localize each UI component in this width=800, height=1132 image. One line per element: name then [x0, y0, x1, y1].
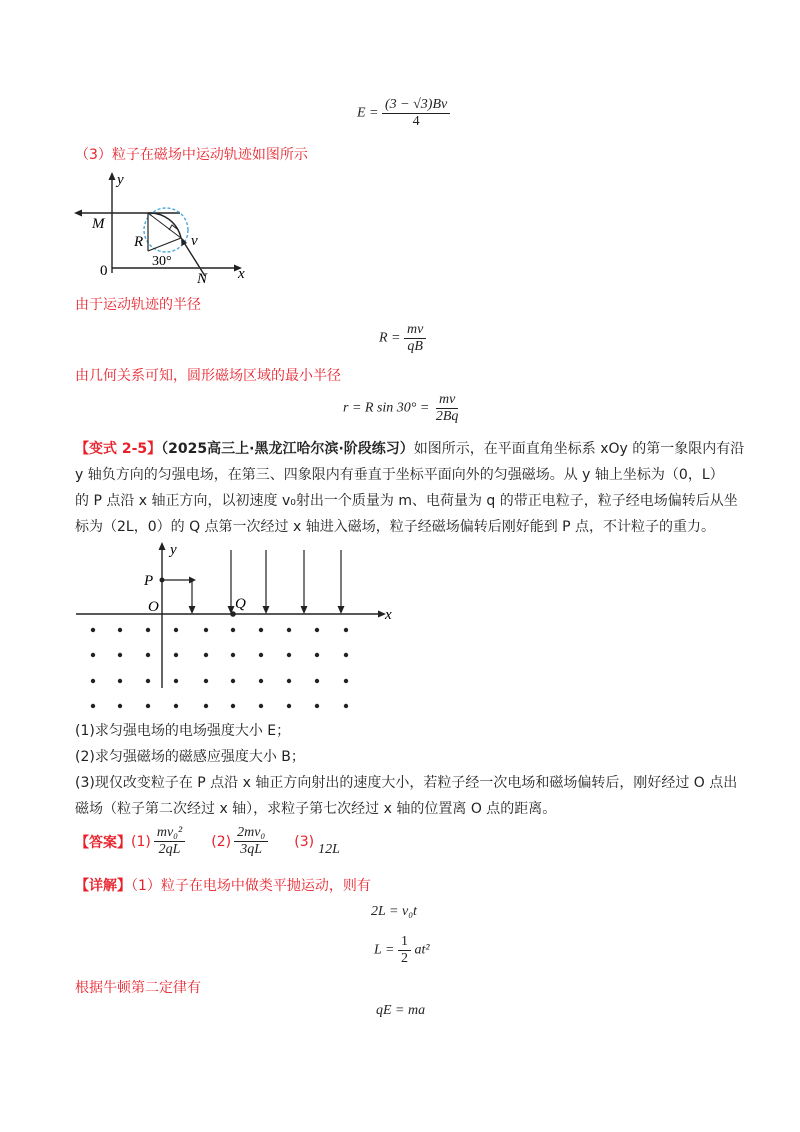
answer-1-denominator: 2qL: [158, 842, 181, 857]
magnetic-field-dot: [315, 679, 319, 683]
magnetic-field-dot: [146, 628, 150, 632]
fig1-label-y: y: [117, 172, 124, 188]
fig2-electric-field-lines: [189, 550, 345, 614]
fig1-label-origin: 0: [100, 263, 108, 279]
answer-1-label: (1): [131, 833, 151, 850]
formula-eq2-numerator: 1: [398, 934, 411, 951]
field-arrow-icon: [263, 606, 270, 614]
problem-line-4: 标为（2L，0）的 Q 点第一次经过 x 轴进入磁场，粒子经磁场偏转后刚好能到 P 点，不计粒子的重力。: [75, 519, 716, 535]
magnetic-field-dot: [146, 653, 150, 657]
answer-1-value: [154, 825, 185, 858]
fig1-label-angle: 30°: [152, 254, 172, 269]
magnetic-field-dot: [259, 704, 263, 708]
formula-eq2-rhs: at²: [414, 942, 430, 958]
fig1-m-arrow-icon: [74, 210, 82, 217]
fig2-label-p: P: [144, 573, 154, 589]
formula-e-denominator: 4: [412, 114, 420, 129]
formula-eq2-denominator: 2: [400, 951, 408, 966]
magnetic-field-dot: [118, 704, 122, 708]
fig2-label-q: Q: [235, 596, 246, 612]
figure-field-diagram: [68, 538, 398, 718]
answer-tag: 【答案】: [75, 834, 131, 851]
detail-step-1: [75, 876, 371, 896]
answer-2-numerator: 2mv₀: [234, 825, 268, 842]
magnetic-field-dot: [174, 704, 178, 708]
formula-e-numerator: (3 − √3)Bv: [382, 97, 450, 114]
field-arrow-icon: [189, 606, 196, 614]
magnetic-field-dot: [259, 653, 263, 657]
detail-step-1-text: （1）粒子在电场中做类平抛运动，则有: [131, 878, 371, 894]
problem-line-2: y 轴负方向的匀强电场，在第三、四象限内有垂直于坐标平面向外的匀强磁场。从 y 轴上坐标为（0，L）: [75, 467, 724, 483]
magnetic-field-dot: [231, 628, 235, 632]
formula-eq3: qE = ma: [376, 1003, 426, 1018]
formula-eq2-lhs: L =: [374, 942, 395, 958]
magnetic-field-dot: [174, 628, 178, 632]
fig1-label-n: N: [197, 271, 208, 287]
formula-min-radius-denominator: 2Bq: [435, 409, 459, 424]
fig1-y-arrow-icon: [109, 172, 116, 180]
magnetic-field-dot: [287, 679, 291, 683]
answer-2-value: [234, 825, 268, 858]
magnetic-field-dot: [231, 653, 235, 657]
formula-min-radius: [343, 392, 461, 425]
answer-1-numerator: mv₀²: [154, 825, 185, 842]
newton-note: 根据牛顿第二定律有: [75, 980, 201, 996]
magnetic-field-dot: [315, 628, 319, 632]
fig1-label-m: M: [92, 216, 105, 232]
radius-note: 由于运动轨迹的半径: [75, 297, 201, 313]
magnetic-field-dot: [231, 704, 235, 708]
fig2-point-q: [230, 611, 236, 617]
magnetic-field-dot: [287, 628, 291, 632]
geometry-note: 由几何关系可知，圆形磁场区域的最小半径: [75, 368, 341, 384]
question-3-line-1: (3)现仅改变粒子在 P 点沿 x 轴正方向射出的速度大小，若粒子经一次电场和磁场偏转后，刚好经过 O 点出: [75, 775, 738, 791]
magnetic-field-dot: [146, 704, 150, 708]
fig2-label-y: y: [170, 542, 177, 558]
answer-3-value: 12L: [318, 841, 340, 857]
problem-source: （2025高三上·黑龙江哈尔滨·阶段练习）: [161, 441, 414, 457]
formula-radius-numerator: mv: [404, 322, 426, 339]
magnetic-field-dot: [118, 653, 122, 657]
answer-2-denominator: 3qL: [240, 842, 263, 857]
formula-radius: [379, 322, 426, 355]
magnetic-field-dot: [344, 628, 348, 632]
formula-min-radius-lhs: r = R sin 30° =: [343, 400, 430, 416]
magnetic-field-dot: [91, 704, 95, 708]
magnetic-field-dot: [118, 679, 122, 683]
formula-eq2: [374, 934, 430, 967]
magnetic-field-dot: [231, 679, 235, 683]
magnetic-field-dot: [118, 628, 122, 632]
fig1-radius-slanted: [148, 238, 181, 251]
answer-3-label: (3): [294, 833, 315, 850]
magnetic-field-dot: [204, 704, 208, 708]
formula-min-radius-numerator: mv: [436, 392, 458, 409]
magnetic-field-dot: [204, 653, 208, 657]
magnetic-field-dot: [344, 704, 348, 708]
answer-2-label: (2): [211, 833, 232, 850]
question-3-line-2: 磁场（粒子第二次经过 x 轴），求粒子第七次经过 x 轴的位置离 O 点的距离。: [75, 801, 557, 817]
fig1-label-r: R: [134, 234, 144, 250]
fig1-label-v: v: [191, 233, 198, 249]
answer-row: [75, 825, 340, 858]
magnetic-field-dot: [315, 704, 319, 708]
magnetic-field-dot: [91, 628, 95, 632]
magnetic-field-dot: [146, 679, 150, 683]
fig2-label-o: O: [148, 599, 159, 615]
fig2-y-arrow-icon: [159, 542, 166, 550]
detail-tag: 【详解】: [75, 878, 131, 894]
magnetic-field-dot: [344, 653, 348, 657]
magnetic-field-dot: [204, 628, 208, 632]
magnetic-field-dot: [287, 653, 291, 657]
magnetic-field-dot: [344, 679, 348, 683]
formula-eq1: 2L = v₀t: [371, 904, 417, 919]
magnetic-field-dot: [174, 653, 178, 657]
formula-e-lhs: E =: [357, 105, 379, 121]
formula-e: [357, 97, 450, 130]
magnetic-field-dot: [259, 628, 263, 632]
problem-tag: 【变式 2-5】: [75, 441, 162, 457]
step3-heading: （3）粒子在磁场中运动轨迹如图所示: [75, 147, 308, 163]
magnetic-field-dot: [287, 704, 291, 708]
question-1: (1)求匀强电场的电场强度大小 E；: [75, 723, 291, 739]
question-2: (2)求匀强磁场的磁感应强度大小 B；: [75, 749, 305, 765]
fig2-magnetic-field-dots: [91, 628, 348, 708]
magnetic-field-dot: [204, 679, 208, 683]
fig1-label-x: x: [238, 266, 245, 282]
magnetic-field-dot: [174, 679, 178, 683]
formula-radius-denominator: qB: [407, 339, 423, 354]
problem-line-3: 的 P 点沿 x 轴正方向，以初速度 v₀射出一个质量为 m、电荷量为 q 的带正电粒子，粒子经电场偏转后从坐: [75, 493, 738, 509]
figure-trajectory: [70, 168, 260, 288]
magnetic-field-dot: [315, 653, 319, 657]
magnetic-field-dot: [91, 653, 95, 657]
field-arrow-icon: [301, 606, 308, 614]
field-arrow-icon: [338, 606, 345, 614]
questions: [75, 718, 755, 822]
formula-radius-lhs: R =: [379, 330, 401, 346]
fig2-label-x: x: [385, 607, 392, 623]
magnetic-field-dot: [91, 679, 95, 683]
problem-line-1: 如图所示，在平面直角坐标系 xOy 的第一象限内有沿: [413, 441, 745, 457]
magnetic-field-dot: [259, 679, 263, 683]
problem-statement: [75, 436, 745, 540]
